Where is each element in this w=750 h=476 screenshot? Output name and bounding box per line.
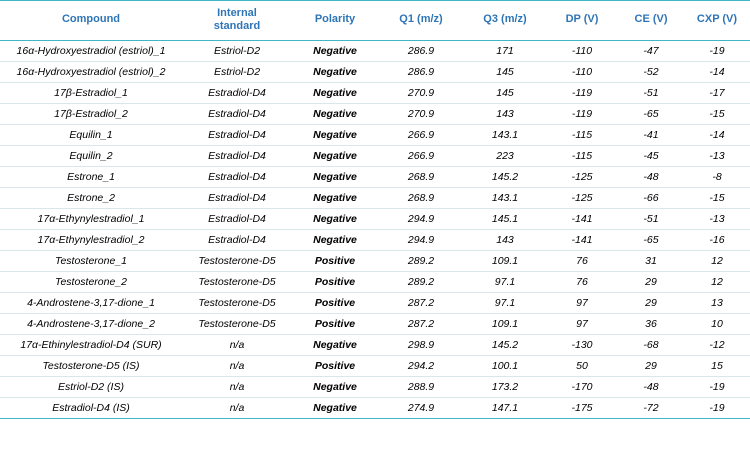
cell-cxp: -12: [684, 335, 750, 356]
cell-ce: 36: [618, 314, 684, 335]
cell-compound: Equilin_2: [0, 146, 182, 167]
cell-q3: 145: [464, 62, 546, 83]
table-row: [0, 251, 750, 272]
cell-q1: 266.9: [378, 125, 464, 146]
cell-cxp: -19: [684, 377, 750, 398]
cell-q3: 173.2: [464, 377, 546, 398]
cell-internal_standard: Estradiol-D4: [182, 167, 292, 188]
cell-ce: -51: [618, 209, 684, 230]
cell-polarity: Negative: [292, 209, 378, 230]
cell-internal_standard: Estradiol-D4: [182, 209, 292, 230]
cell-q3: 145.2: [464, 335, 546, 356]
cell-internal_standard: n/a: [182, 398, 292, 419]
column-header-compound: Compound: [0, 1, 182, 41]
cell-cxp: -15: [684, 188, 750, 209]
cell-cxp: -17: [684, 83, 750, 104]
cell-polarity: Negative: [292, 188, 378, 209]
cell-internal_standard: Testosterone-D5: [182, 251, 292, 272]
cell-ce: -48: [618, 167, 684, 188]
cell-dp: 50: [546, 356, 618, 377]
cell-dp: 97: [546, 293, 618, 314]
cell-dp: -110: [546, 62, 618, 83]
cell-q3: 109.1: [464, 314, 546, 335]
cell-q1: 289.2: [378, 272, 464, 293]
cell-compound: Estradiol-D4 (IS): [0, 398, 182, 419]
column-header-ce: CE (V): [618, 1, 684, 41]
table-body: [0, 41, 750, 419]
cell-q3: 100.1: [464, 356, 546, 377]
cell-dp: 76: [546, 272, 618, 293]
cell-q1: 270.9: [378, 104, 464, 125]
cell-internal_standard: n/a: [182, 377, 292, 398]
cell-compound: Estrone_1: [0, 167, 182, 188]
cell-ce: 31: [618, 251, 684, 272]
cell-internal_standard: Estradiol-D4: [182, 230, 292, 251]
cell-dp: -125: [546, 188, 618, 209]
column-header-q1: Q1 (m/z): [378, 1, 464, 41]
cell-q1: 274.9: [378, 398, 464, 419]
column-header-internal-standard-line2: standard: [213, 19, 261, 32]
cell-dp: -130: [546, 335, 618, 356]
cell-cxp: 12: [684, 272, 750, 293]
cell-compound: Testosterone_2: [0, 272, 182, 293]
table-row: [0, 83, 750, 104]
cell-ce: 29: [618, 356, 684, 377]
cell-q3: 147.1: [464, 398, 546, 419]
cell-compound: 4-Androstene-3,17-dione_1: [0, 293, 182, 314]
table-row: [0, 314, 750, 335]
table-row: [0, 293, 750, 314]
cell-cxp: 13: [684, 293, 750, 314]
cell-polarity: Negative: [292, 377, 378, 398]
cell-dp: -115: [546, 146, 618, 167]
cell-polarity: Positive: [292, 356, 378, 377]
table-row: [0, 104, 750, 125]
table-row: [0, 356, 750, 377]
cell-compound: 17β-Estradiol_2: [0, 104, 182, 125]
cell-polarity: Positive: [292, 314, 378, 335]
cell-q3: 145.2: [464, 167, 546, 188]
cell-polarity: Positive: [292, 251, 378, 272]
cell-polarity: Negative: [292, 83, 378, 104]
cell-polarity: Negative: [292, 62, 378, 83]
cell-dp: -141: [546, 209, 618, 230]
table-row: [0, 62, 750, 83]
cell-polarity: Negative: [292, 41, 378, 62]
table-row: [0, 41, 750, 62]
cell-dp: -141: [546, 230, 618, 251]
cell-q3: 223: [464, 146, 546, 167]
cell-cxp: -14: [684, 125, 750, 146]
cell-q3: 143.1: [464, 188, 546, 209]
cell-compound: 16α-Hydroxyestradiol (estriol)_1: [0, 41, 182, 62]
table-row: [0, 398, 750, 419]
cell-compound: Testosterone-D5 (IS): [0, 356, 182, 377]
cell-polarity: Negative: [292, 125, 378, 146]
cell-internal_standard: Estriol-D2: [182, 62, 292, 83]
table-row: [0, 272, 750, 293]
cell-polarity: Negative: [292, 167, 378, 188]
column-header-polarity: Polarity: [292, 1, 378, 41]
cell-internal_standard: Estradiol-D4: [182, 188, 292, 209]
cell-internal_standard: Testosterone-D5: [182, 293, 292, 314]
cell-polarity: Negative: [292, 230, 378, 251]
cell-q3: 171: [464, 41, 546, 62]
cell-q1: 266.9: [378, 146, 464, 167]
table-row: [0, 167, 750, 188]
cell-q1: 268.9: [378, 167, 464, 188]
cell-dp: -175: [546, 398, 618, 419]
cell-internal_standard: Estradiol-D4: [182, 104, 292, 125]
cell-compound: Testosterone_1: [0, 251, 182, 272]
cell-compound: 17α-Ethynylestradiol_2: [0, 230, 182, 251]
cell-q1: 287.2: [378, 293, 464, 314]
cell-compound: 4-Androstene-3,17-dione_2: [0, 314, 182, 335]
table-row: [0, 335, 750, 356]
cell-internal_standard: Estradiol-D4: [182, 146, 292, 167]
header-row: [0, 1, 750, 41]
cell-internal_standard: Estriol-D2: [182, 41, 292, 62]
cell-q1: 268.9: [378, 188, 464, 209]
cell-dp: -115: [546, 125, 618, 146]
cell-dp: 76: [546, 251, 618, 272]
cell-compound: 17α-Ethynylestradiol_1: [0, 209, 182, 230]
column-header-q3: Q3 (m/z): [464, 1, 546, 41]
cell-cxp: 15: [684, 356, 750, 377]
cell-compound: 16α-Hydroxyestradiol (estriol)_2: [0, 62, 182, 83]
cell-ce: 29: [618, 272, 684, 293]
cell-ce: -41: [618, 125, 684, 146]
cell-q3: 143: [464, 104, 546, 125]
cell-polarity: Negative: [292, 104, 378, 125]
cell-polarity: Positive: [292, 272, 378, 293]
cell-polarity: Negative: [292, 398, 378, 419]
cell-q3: 109.1: [464, 251, 546, 272]
cell-q3: 97.1: [464, 272, 546, 293]
table-row: [0, 125, 750, 146]
cell-q1: 288.9: [378, 377, 464, 398]
cell-dp: -119: [546, 104, 618, 125]
cell-compound: 17α-Ethinylestradiol-D4 (SUR): [0, 335, 182, 356]
table-row: [0, 230, 750, 251]
cell-q3: 145: [464, 83, 546, 104]
cell-internal_standard: Testosterone-D5: [182, 272, 292, 293]
column-header-cxp: CXP (V): [684, 1, 750, 41]
cell-q1: 294.9: [378, 230, 464, 251]
cell-q3: 143.1: [464, 125, 546, 146]
cell-compound: Estrone_2: [0, 188, 182, 209]
column-header-internal-standard: [182, 1, 292, 41]
cell-compound: Estriol-D2 (IS): [0, 377, 182, 398]
cell-ce: -48: [618, 377, 684, 398]
cell-dp: -119: [546, 83, 618, 104]
cell-polarity: Positive: [292, 293, 378, 314]
cell-dp: -170: [546, 377, 618, 398]
table-row: [0, 188, 750, 209]
cell-internal_standard: n/a: [182, 335, 292, 356]
cell-cxp: -13: [684, 209, 750, 230]
cell-cxp: -19: [684, 41, 750, 62]
cell-ce: -45: [618, 146, 684, 167]
cell-compound: 17β-Estradiol_1: [0, 83, 182, 104]
cell-cxp: 12: [684, 251, 750, 272]
cell-ce: -65: [618, 230, 684, 251]
cell-cxp: -14: [684, 62, 750, 83]
table-header: [0, 1, 750, 41]
cell-q1: 298.9: [378, 335, 464, 356]
cell-ce: -72: [618, 398, 684, 419]
column-header-dp: DP (V): [546, 1, 618, 41]
cell-cxp: -15: [684, 104, 750, 125]
cell-q3: 97.1: [464, 293, 546, 314]
cell-compound: Equilin_1: [0, 125, 182, 146]
cell-cxp: -13: [684, 146, 750, 167]
cell-q1: 294.2: [378, 356, 464, 377]
cell-cxp: -8: [684, 167, 750, 188]
cell-ce: -68: [618, 335, 684, 356]
cell-q1: 294.9: [378, 209, 464, 230]
cell-ce: -51: [618, 83, 684, 104]
cell-ce: -52: [618, 62, 684, 83]
cell-dp: 97: [546, 314, 618, 335]
cell-q1: 270.9: [378, 83, 464, 104]
table-row: [0, 146, 750, 167]
cell-polarity: Negative: [292, 335, 378, 356]
column-header-internal-standard-line1: Internal: [217, 7, 257, 19]
cell-internal_standard: Estradiol-D4: [182, 83, 292, 104]
cell-q1: 286.9: [378, 62, 464, 83]
cell-polarity: Negative: [292, 146, 378, 167]
cell-internal_standard: Estradiol-D4: [182, 125, 292, 146]
cell-ce: -47: [618, 41, 684, 62]
cell-ce: 29: [618, 293, 684, 314]
table-row: [0, 377, 750, 398]
cell-internal_standard: Testosterone-D5: [182, 314, 292, 335]
cell-ce: -66: [618, 188, 684, 209]
cell-q1: 287.2: [378, 314, 464, 335]
cell-q3: 145.1: [464, 209, 546, 230]
cell-cxp: -16: [684, 230, 750, 251]
cell-cxp: 10: [684, 314, 750, 335]
table-row: [0, 209, 750, 230]
cell-dp: -125: [546, 167, 618, 188]
cell-ce: -65: [618, 104, 684, 125]
cell-cxp: -19: [684, 398, 750, 419]
cell-internal_standard: n/a: [182, 356, 292, 377]
cell-q1: 289.2: [378, 251, 464, 272]
cell-dp: -110: [546, 41, 618, 62]
cell-q1: 286.9: [378, 41, 464, 62]
cell-q3: 143: [464, 230, 546, 251]
